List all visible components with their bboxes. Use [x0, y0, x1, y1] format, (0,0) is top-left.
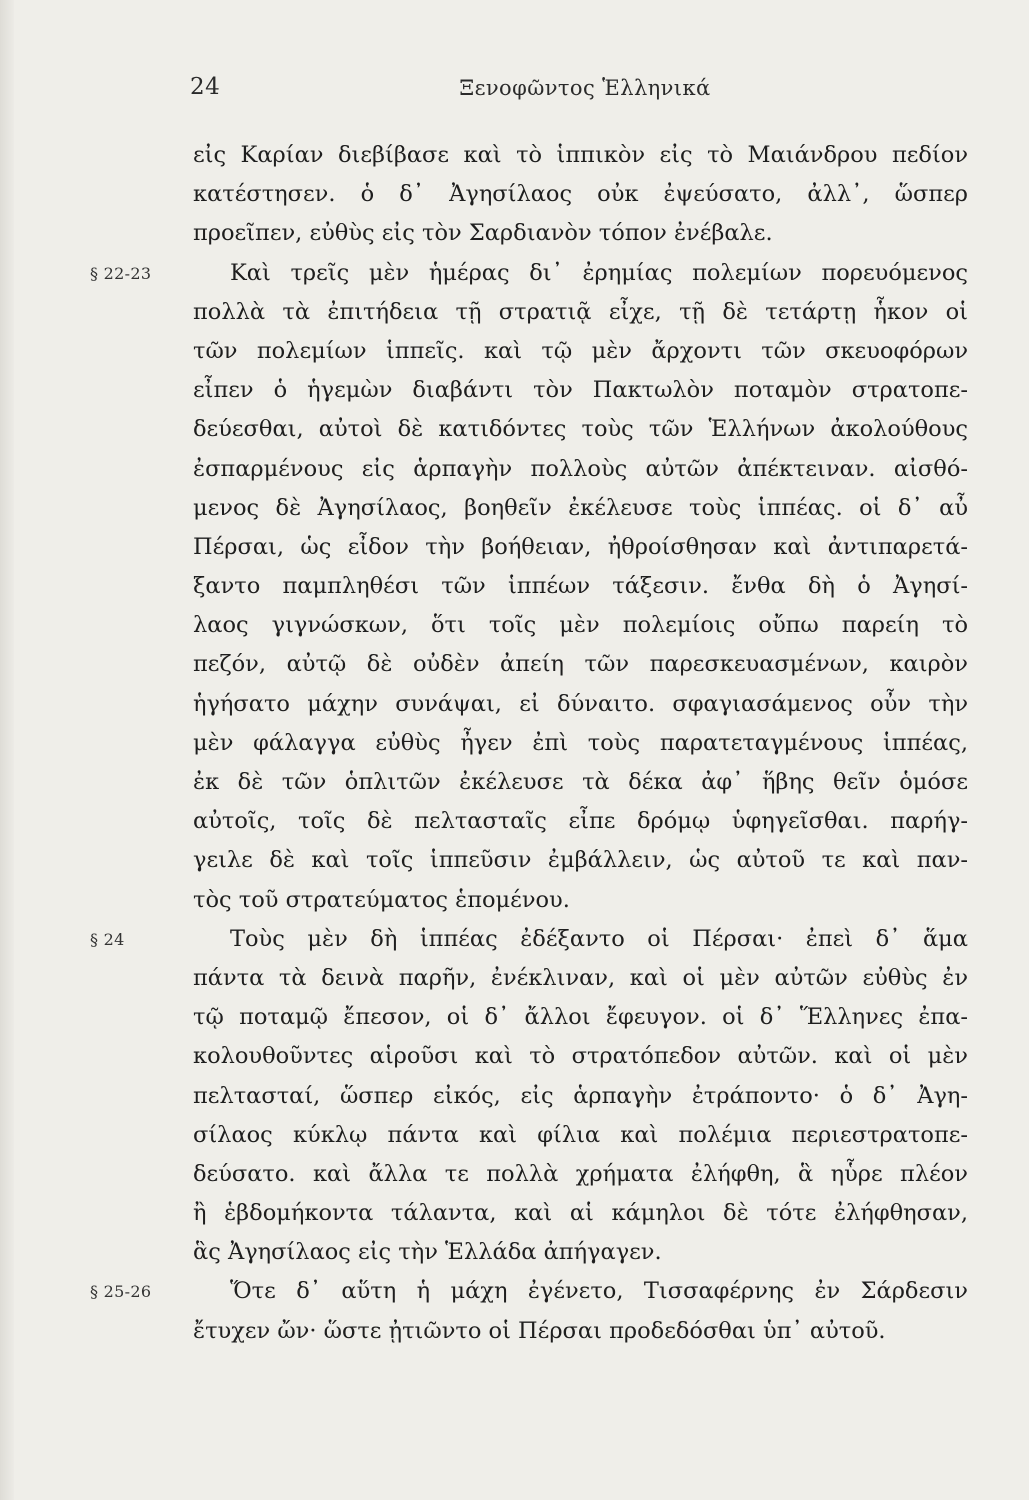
page-header [190, 74, 980, 114]
line-text: πάντα τὰ δεινὰ παρῆν, ἐνέκλιναν, καὶ οἱ μὲν αὐτῶν εὐθὺς ἐν [193, 964, 968, 991]
text-line [0, 332, 1029, 371]
line-text: τῷ ποταμῷ ἔπεσον, οἱ δ᾽ ἄλλοι ἔφευγον. οἱ δ᾽ Ἕλληνες ἐπα- [193, 1004, 968, 1031]
line-text: τῶν πολεμίων ἱππεῖς. καὶ τῷ μὲν ἄρχοντι τῶν σκευοφόρων [193, 337, 968, 364]
text-line [0, 136, 1029, 175]
text-line [0, 214, 1029, 253]
line-text: ξαντο παμπληθέσι τῶν ἱππέων τάξεσιν. ἔνθα δὴ ὁ Ἀγησί- [193, 573, 968, 600]
line-text: ἢ ἑβδομήκοντα τάλαντα, καὶ αἱ κάμηλοι δὲ τότε ἐλήφθησαν, [193, 1200, 968, 1227]
line-text: λαος γιγνώσκων, ὅτι τοῖς μὲν πολεμίοις οὔπω παρείη τὸ [193, 612, 968, 639]
text-line [0, 567, 1029, 606]
line-text: πεζόν, αὐτῷ δὲ οὐδὲν ἀπείη τῶν παρεσκευασμένων, καιρὸν [193, 651, 968, 678]
line-text: κατέστησεν. ὁ δ᾽ Ἀγησίλαος οὐκ ἐψεύσατο, ἀλλ᾽, ὥσπερ [193, 181, 968, 208]
text-line [0, 1312, 1029, 1351]
text-line [0, 1037, 1029, 1076]
line-text: Πέρσαι, ὡς εἶδον τὴν βοήθειαν, ἠθροίσθησαν καὶ ἀντιπαρετά- [193, 533, 968, 560]
line-text: Τοὺς μὲν δὴ ἱππέας ἐδέξαντο οἱ Πέρσαι· ἐπεὶ δ᾽ ἅμα [230, 925, 968, 952]
line-text: τὸς τοῦ στρατεύματος ἑπομένου. [193, 886, 570, 913]
line-text: ἐσπαρμένους εἰς ἁρπαγὴν πολλοὺς αὐτῶν ἀπέκτειναν. αἰσθό- [193, 455, 968, 482]
line-text: προεῖπεν, εὐθὺς εἰς τὸν Σαρδιανὸν τόπον ἐνέβαλε. [193, 220, 773, 247]
text-line [0, 881, 1029, 920]
text-line [0, 371, 1029, 410]
line-text: σίλαος κύκλῳ πάντα καὶ φίλια καὶ πολέμια περιεστρατοπε- [193, 1121, 968, 1148]
running-title: Ξενοφῶντος Ἑλληνικά [459, 76, 711, 100]
line-text: Καὶ τρεῖς μὲν ἡμέρας δι᾽ ἐρημίας πολεμίων πορευόμενος [230, 259, 968, 286]
line-text: Ὅτε δ᾽ αὕτη ἡ μάχη ἐγένετο, Τισσαφέρνης ἐν Σάρδεσιν [230, 1278, 968, 1305]
text-line [0, 489, 1029, 528]
text-line [0, 802, 1029, 841]
text-line [0, 1116, 1029, 1155]
line-text: δεύσατο. καὶ ἄλλα τε πολλὰ χρήματα ἐλήφθη, ἃ ηὗρε πλέον [193, 1160, 968, 1187]
text-line [0, 998, 1029, 1037]
line-text: κολουθοῦντες αἱροῦσι καὶ τὸ στρατόπεδον αὐτῶν. καὶ οἱ μὲν [193, 1043, 968, 1070]
text-line [0, 254, 1029, 293]
line-text: εἶπεν ὁ ἡγεμὼν διαβάντι τὸν Πακτωλὸν ποταμὸν στρατοπε- [193, 377, 968, 404]
body-text [0, 136, 1029, 1351]
page-number: 24 [190, 74, 221, 100]
text-line [0, 1155, 1029, 1194]
text-line [0, 724, 1029, 763]
line-text: πελτασταί, ὥσπερ εἰκός, εἰς ἁρπαγὴν ἐτράποντο· ὁ δ᾽ Ἀγη- [193, 1082, 968, 1109]
text-line [0, 841, 1029, 880]
text-line [0, 1194, 1029, 1233]
line-text: πολλὰ τὰ ἐπιτήδεια τῇ στρατιᾷ εἶχε, τῇ δὲ τετάρτῃ ἧκον οἱ [193, 298, 968, 325]
text-line [0, 685, 1029, 724]
text-line [0, 606, 1029, 645]
text-line [0, 1233, 1029, 1272]
text-line [0, 293, 1029, 332]
text-line [0, 763, 1029, 802]
line-text: ἡγήσατο μάχην συνάψαι, εἰ δύναιτο. σφαγιασάμενος οὖν τὴν [193, 690, 968, 717]
line-text: γειλε δὲ καὶ τοῖς ἱππεῦσιν ἐμβάλλειν, ὡς αὐτοῦ τε καὶ παν- [193, 847, 968, 874]
text-line [0, 645, 1029, 684]
text-line [0, 959, 1029, 998]
line-text: ἔτυχεν ὤν· ὥστε ᾐτιῶντο οἱ Πέρσαι προδεδόσθαι ὑπ᾽ αὐτοῦ. [193, 1317, 886, 1344]
text-line [0, 1077, 1029, 1116]
text-line [0, 920, 1029, 959]
section-marker: § 24 [90, 929, 125, 949]
text-line [0, 450, 1029, 489]
line-text: ἐκ δὲ τῶν ὁπλιτῶν ἐκέλευσε τὰ δέκα ἀφ᾽ ἥβης θεῖν ὁμόσε [193, 769, 968, 795]
line-text: εἰς Καρίαν διεβίβασε καὶ τὸ ἱππικὸν εἰς τὸ Μαιάνδρου πεδίον [193, 142, 968, 168]
line-text: δεύεσθαι, αὐτοὶ δὲ κατιδόντες τοὺς τῶν Ἑλλήνων ἀκολούθους [193, 416, 968, 443]
text-line [0, 528, 1029, 567]
text-line [0, 175, 1029, 214]
line-text: ἃς Ἀγησίλαος εἰς τὴν Ἑλλάδα ἀπήγαγεν. [193, 1239, 662, 1266]
text-line [0, 410, 1029, 449]
line-text: μενος δὲ Ἀγησίλαος, βοηθεῖν ἐκέλευσε τοὺς ἱππέας. οἱ δ᾽ αὖ [193, 494, 968, 521]
section-marker: § 22-23 [90, 263, 152, 283]
line-text: αὐτοῖς, τοῖς δὲ πελτασταῖς εἶπε δρόμῳ ὑφηγεῖσθαι. παρήγ- [193, 808, 968, 835]
section-marker: § 25-26 [90, 1282, 152, 1302]
text-line [0, 1272, 1029, 1311]
line-text: μὲν φάλαγγα εὐθὺς ἦγεν ἐπὶ τοὺς παρατεταγμένους ἱππέας, [193, 729, 968, 756]
